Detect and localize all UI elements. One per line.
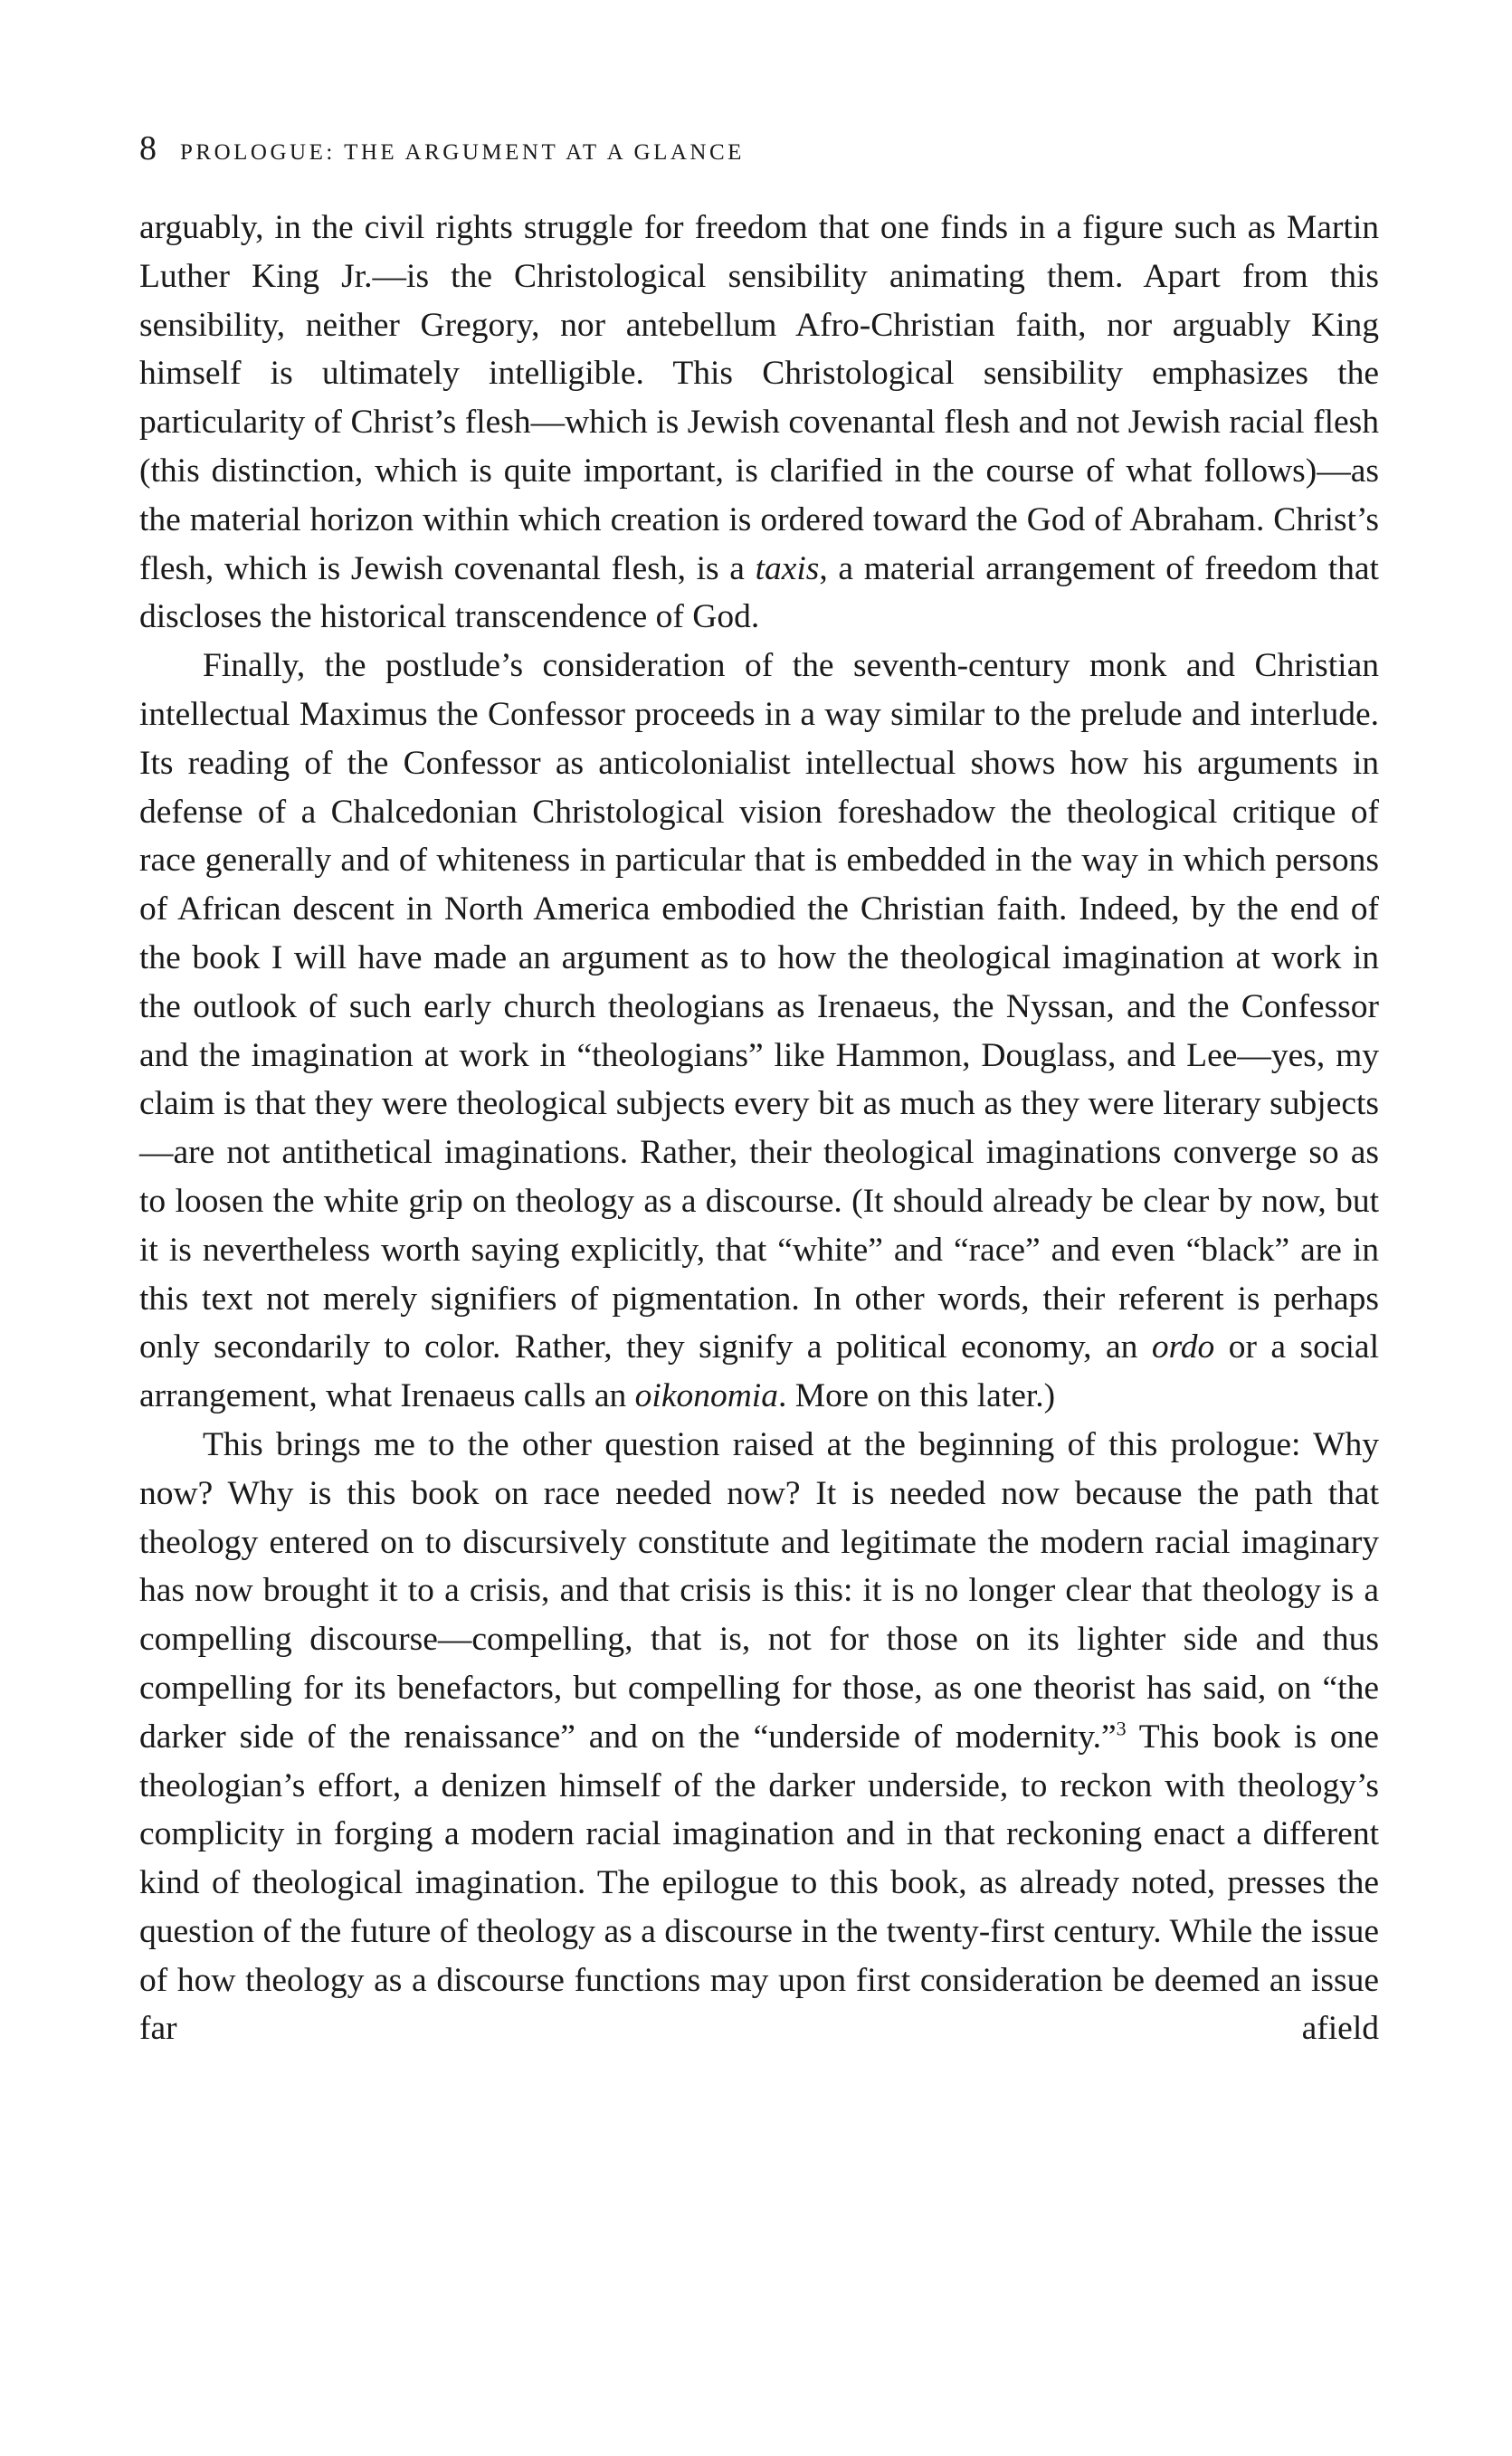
page-number: 8 bbox=[139, 129, 157, 167]
paragraph-1 bbox=[139, 204, 1379, 642]
text-segment: Finally, the postlude’s consideration of the seventh-century monk and Christian intellectual Maximus the Confessor proceeds in a way similar to the prelude and interlude. Its reading of the Confessor as anticolonialist intellectual shows how his arguments in defense of a Chalcedonian Christological vision foreshadow the theological critique of race generally and of whiteness in particular that is embedded in the way in which persons of African descent in North America embodied the Christian faith. Indeed, by the end of the book I will have made an argument as to how the theological imagination at work in the outlook of such early church theologians as Irenaeus, the Nyssan, and the Confessor and the imagination at work in “theologians” like Hammon, Douglass, and Lee—yes, my claim is that they were theological subjects every bit as much as they were literary subjects—are not antithetical imaginations. Rather, their theological imaginations converge so as to loosen the white grip on theology as a discourse. (It should already be clear by now, but it is nevertheless worth saying explicitly, that “white” and “race” and even “black” are in this text not merely signifiers of pigmentation. In other words, their referent is perhaps only secondarily to color. Rather, they signify a political economy, an bbox=[139, 647, 1379, 1366]
paragraph-3 bbox=[139, 1421, 1379, 2053]
text-segment: , a material arrangement of freedom that discloses the historical transcendence of God. bbox=[139, 549, 1379, 636]
body-text bbox=[139, 204, 1379, 2053]
running-title: PROLOGUE: THE ARGUMENT AT A GLANCE bbox=[180, 140, 745, 165]
text-segment: . More on this later.) bbox=[777, 1377, 1056, 1415]
text-segment: This book is one theologian’s effort, a denizen himself of the darker underside, to reckon with theology’s complicity in forging a modern racial imagination and in that reckoning enact a different kind of theological imagination. The epilogue to this book, as already noted, presses the question of the future of theology as a discourse in the twenty-first century. While the issue of how theology as a discourse functions may upon first consideration be deemed an issue far afield bbox=[139, 1718, 1380, 2048]
text-segment: arguably, in the civil rights struggle for freedom that one finds in a figure such as Martin Luther King Jr.—is the Christological sensibility animating them. Apart from this sensibility, neither Gregory, nor antebellum Afro-Christian faith, nor arguably King himself is ultimately intelligible. This Christological sensibility emphasizes the particularity of Christ’s flesh—which is Jewish covenantal flesh and not Jewish racial flesh (this distinction, which is quite important, is clarified in the course of what follows)—as the material horizon within which creation is ordered toward the God of Abraham. Christ’s flesh, which is Jewish covenantal flesh, is a bbox=[139, 209, 1379, 587]
footnote-marker[interactable]: 3 bbox=[1116, 1717, 1127, 1740]
italic-term-taxis: taxis bbox=[755, 549, 820, 587]
italic-term-oikonomia: oikonomia bbox=[634, 1377, 778, 1415]
text-segment: This brings me to the other question raised at the beginning of this prologue: Why now? Why is this book on race needed now? It is needed now because the path that theology entered on to discursively constitute and legitimate the modern racial imaginary has now brought it to a crisis, and that crisis is this: it is no longer clear that theology is a compelling discourse—compelling, that is, not for those on its lighter side and thus compelling for its benefactors, but compelling for those, as one theorist has said, on “the darker side of the renaissance” and on the “underside of modernity.” bbox=[139, 1425, 1379, 1756]
text-segment: or a social arrangement, what Irenaeus calls an bbox=[139, 1328, 1379, 1415]
running-header bbox=[139, 131, 1379, 186]
paragraph-2 bbox=[139, 642, 1379, 1421]
book-page bbox=[139, 131, 1379, 2053]
italic-term-ordo: ordo bbox=[1151, 1328, 1215, 1366]
